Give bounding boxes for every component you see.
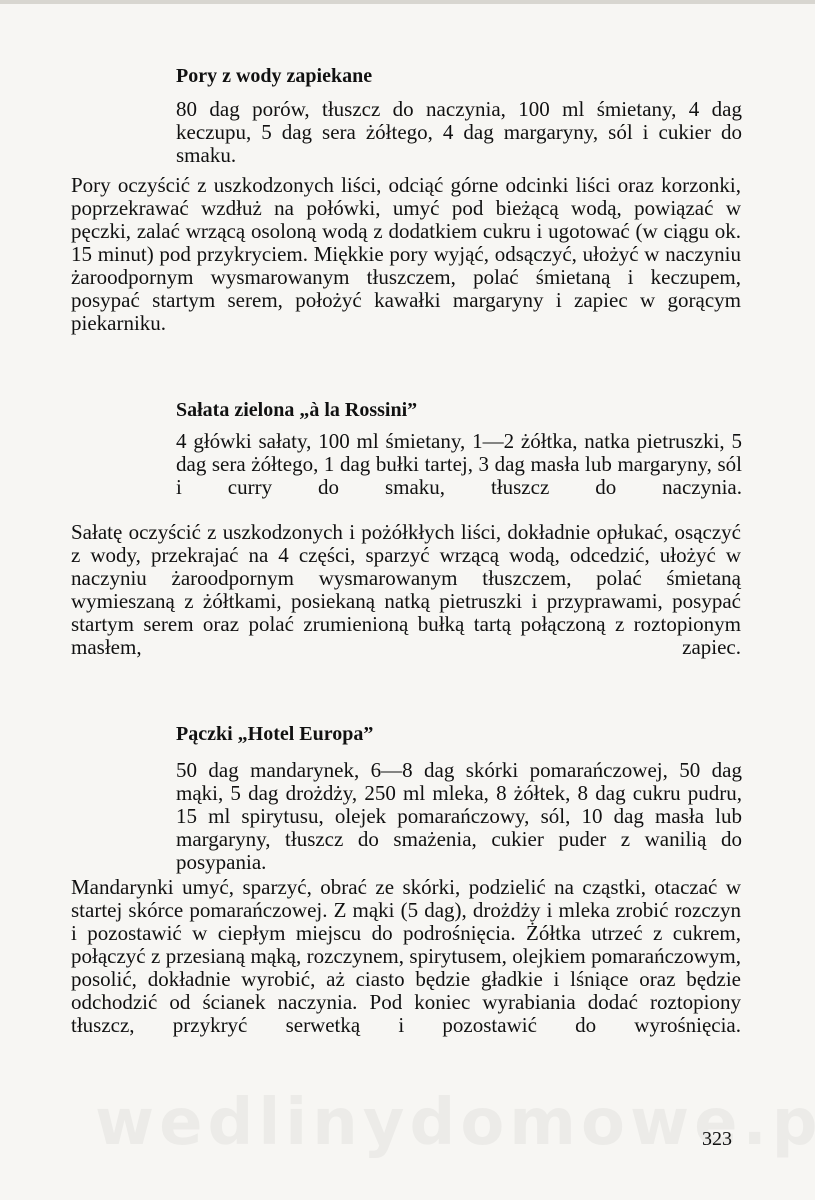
page-top-edge	[0, 0, 815, 4]
recipe-instructions-salata: Sałatę oczyścić z uszkodzonych i pożółkłych liści, dokładnie opłukać, osączyć z wody, przekrajać na 4 części, sparzyć wrzącą wodą, odcedzić, ułożyć w naczyniu żaroodpornym wysmarowanym tłuszczem, polać śmietaną wymieszaną z żółtkami, posiekaną natką pietruszki i przyprawami, posypać startym serem oraz polać zrumienioną bułką tartą połączoną z roztopionym masłem, zapiec.	[71, 520, 741, 659]
recipe-title-paczki: Pączki „Hotel Europa”	[176, 723, 374, 745]
recipe-ingredients-salata: 4 główki sałaty, 100 ml śmietany, 1—2 żółtka, natka pietruszki, 5 dag sera żółtego, 1 dag bułki tartej, 3 dag masła lub margaryny, sól i curry do smaku, tłuszcz do naczynia.	[176, 429, 742, 499]
recipe-instructions-pory: Pory oczyścić z uszkodzonych liści, odciąć górne odcinki liści oraz korzonki, poprzekrawać wzdłuż na połówki, umyć pod bieżącą wodą, powiązać w pęczki, zalać wrzącą osoloną wodą z dodatkiem cukru i ugotować (w ciągu ok. 15 minut) pod przykryciem. Miękkie pory wyjąć, odsączyć, ułożyć w naczyniu żaroodpornym wysmarowanym tłuszczem, polać śmietaną i keczupem, posypać startym serem, położyć kawałki margaryny i zapiec w gorącym piekarniku.	[71, 173, 741, 335]
recipe-title-salata: Sałata zielona „à la Rossini”	[176, 399, 418, 421]
recipe-ingredients-pory: 80 dag porów, tłuszcz do naczynia, 100 ml śmietany, 4 dag keczupu, 5 dag sera żółtego, 4 dag margaryny, sól i cukier do smaku.	[176, 97, 742, 167]
recipe-instructions-paczki: Mandarynki umyć, sparzyć, obrać ze skórki, podzielić na cząstki, otaczać w startej skórce pomarańczowej. Z mąki (5 dag), drożdży i mleka zrobić rozczyn i pozostawić w ciepłym miejscu do podrośnięcia. Żółtka utrzeć z cukrem, połączyć z przesianą mąką, rozczynem, spirytusem, olejkiem pomarańczowym, posolić, dokładnie wyrobić, aż ciasto będzie gładkie i lśniące oraz będzie odchodzić od ścianek naczynia. Pod koniec wyrabiania dodać roztopiony tłuszcz, przykryć serwetką i pozostawić do wyrośnięcia.	[71, 875, 741, 1037]
recipe-title-pory: Pory z wody zapiekane	[176, 65, 373, 87]
recipe-ingredients-paczki: 50 dag mandarynek, 6—8 dag skórki pomarańczowej, 50 dag mąki, 5 dag drożdży, 250 ml mleka, 8 żółtek, 8 dag cukru pudru, 15 ml spirytusu, olejek pomarańczowy, sól, 10 dag masła lub margaryny, tłuszcz do smażenia, cukier puder z wanilią do posypania.	[176, 758, 742, 874]
page-number: 323	[702, 1128, 732, 1150]
